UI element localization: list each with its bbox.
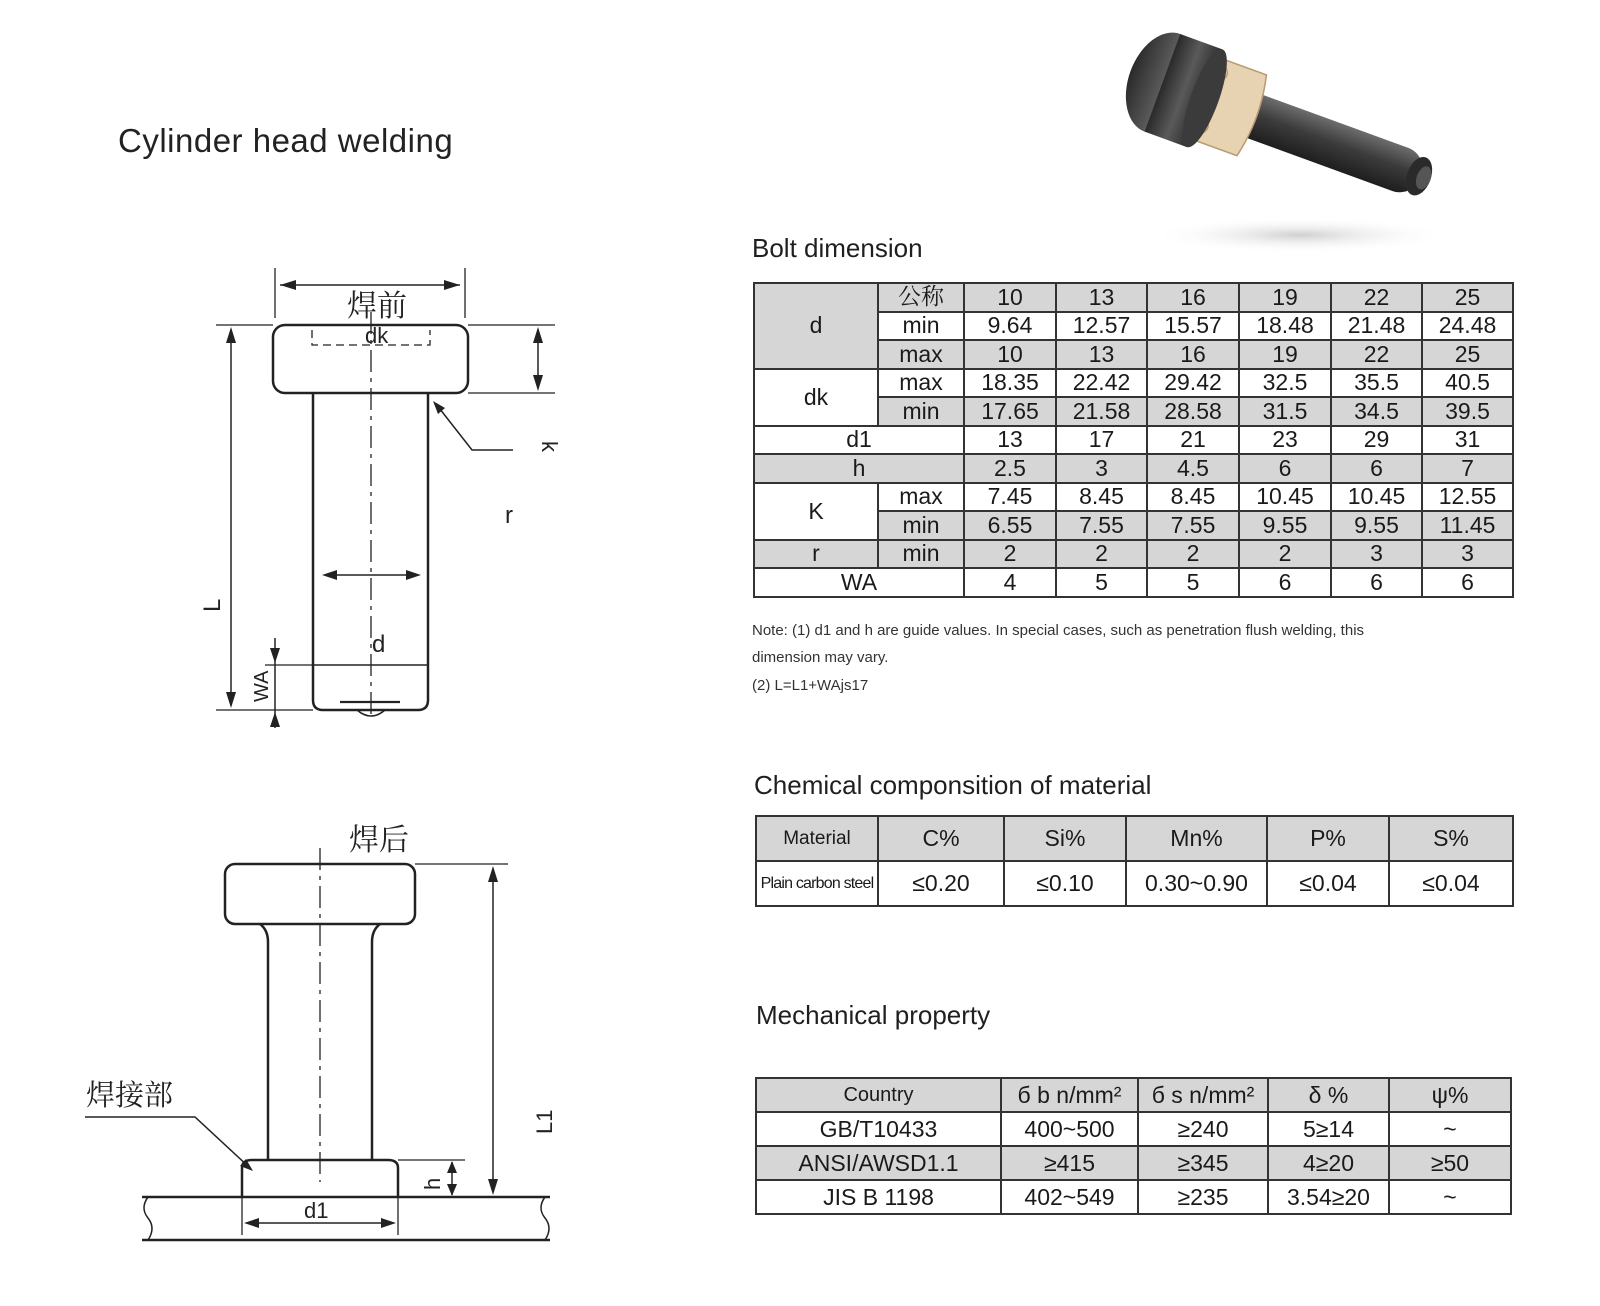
table-cell: 3 <box>1056 454 1147 483</box>
table-cell: 9.64 <box>964 312 1056 341</box>
table-cell: 21 <box>1147 426 1239 455</box>
row-label-nominal: 公称 <box>878 283 964 312</box>
table-cell: GB/T10433 <box>756 1112 1001 1146</box>
table-cell: 402~549 <box>1001 1180 1138 1214</box>
table-row <box>756 1180 1511 1214</box>
table-cell: 13 <box>1056 283 1147 312</box>
table-cell: 3.54≥20 <box>1268 1180 1389 1214</box>
table-row <box>754 483 1513 512</box>
table-cell: 16 <box>1147 283 1239 312</box>
table-cell: 10 <box>964 283 1056 312</box>
table-cell: 3 <box>1331 540 1422 569</box>
page-title: Cylinder head welding <box>118 122 454 159</box>
table-row <box>756 816 1513 861</box>
table-cell: 35.5 <box>1331 369 1422 398</box>
table-cell: ≥240 <box>1138 1112 1268 1146</box>
label-before-weld: 焊前 <box>347 289 407 324</box>
table-row <box>756 861 1513 906</box>
table-cell: 6 <box>1422 568 1513 597</box>
table-cell: 11.45 <box>1422 511 1513 540</box>
table-cell: 12.55 <box>1422 483 1513 512</box>
table-row <box>756 1078 1511 1112</box>
header-elongation: δ % <box>1268 1078 1389 1112</box>
row-label-r: r <box>754 540 878 569</box>
table-cell: 2 <box>964 540 1056 569</box>
table-cell: 4≥20 <box>1268 1146 1389 1180</box>
bolt-note-1: Note: (1) d1 and h are guide values. In special cases, such as penetration flush welding, this <box>752 622 1365 639</box>
table-cell: 8.45 <box>1147 483 1239 512</box>
mechanical-table <box>755 1077 1512 1215</box>
table-cell: 7.55 <box>1147 511 1239 540</box>
row-label-WA: WA <box>754 568 964 597</box>
table-cell: 3 <box>1422 540 1513 569</box>
label-L1: L1 <box>532 1109 557 1134</box>
table-cell: 6 <box>1331 568 1422 597</box>
table-cell: 2 <box>1147 540 1239 569</box>
table-cell: 31 <box>1422 426 1513 455</box>
header-s: S% <box>1389 816 1513 861</box>
chemical-title: Chemical componsition of material <box>754 770 1152 800</box>
table-cell: 13 <box>1056 340 1147 369</box>
table-cell: 32.5 <box>1239 369 1331 398</box>
label-after-weld: 焊后 <box>349 823 409 858</box>
row-label-d: d <box>754 283 878 369</box>
table-cell: ANSI/AWSD1.1 <box>756 1146 1001 1180</box>
table-cell: 4 <box>964 568 1056 597</box>
table-cell: 25 <box>1422 283 1513 312</box>
label-h: h <box>420 1177 445 1190</box>
table-cell: 12.57 <box>1056 312 1147 341</box>
table-cell: 10.45 <box>1239 483 1331 512</box>
table-cell: 5≥14 <box>1268 1112 1389 1146</box>
label-L: L <box>199 598 226 612</box>
table-cell: 29 <box>1331 426 1422 455</box>
table-row <box>754 283 1513 312</box>
table-cell: 0.30~0.90 <box>1126 861 1267 906</box>
table-cell: 21.58 <box>1056 397 1147 426</box>
table-cell: 8.45 <box>1056 483 1147 512</box>
table-cell: 10 <box>964 340 1056 369</box>
table-cell: 15.57 <box>1147 312 1239 341</box>
row-label-max: max <box>878 340 964 369</box>
row-label-K: K <box>754 483 878 540</box>
header-mn: Mn% <box>1126 816 1267 861</box>
stud-product-image <box>1100 30 1480 270</box>
table-cell: 24.48 <box>1422 312 1513 341</box>
table-cell: JIS B 1198 <box>756 1180 1001 1214</box>
table-cell: ≤0.04 <box>1389 861 1513 906</box>
header-yield: б s n/mm² <box>1138 1078 1268 1112</box>
table-row <box>756 1146 1511 1180</box>
table-cell: ≤0.20 <box>878 861 1004 906</box>
header-p: P% <box>1267 816 1389 861</box>
table-cell: ≤0.10 <box>1004 861 1126 906</box>
table-cell: 6.55 <box>964 511 1056 540</box>
table-cell: 21.48 <box>1331 312 1422 341</box>
mechanical-title: Mechanical property <box>756 1000 991 1030</box>
table-cell: 16 <box>1147 340 1239 369</box>
table-cell: 6 <box>1239 568 1331 597</box>
table-cell: Plain carbon steel <box>756 861 878 906</box>
label-dk: dk <box>365 323 389 348</box>
header-tensile: б b n/mm² <box>1001 1078 1138 1112</box>
table-cell: ≤0.04 <box>1267 861 1389 906</box>
table-cell: 7.45 <box>964 483 1056 512</box>
table-cell: ≥345 <box>1138 1146 1268 1180</box>
row-label-max: max <box>878 483 964 512</box>
table-cell: 19 <box>1239 340 1331 369</box>
table-row <box>754 426 1513 455</box>
bolt-dimension-title: Bolt dimension <box>752 233 923 263</box>
table-cell: 22.42 <box>1056 369 1147 398</box>
table-cell: 29.42 <box>1147 369 1239 398</box>
row-label-min: min <box>878 540 964 569</box>
stud-drawing <box>0 0 720 1306</box>
table-cell: 22 <box>1331 283 1422 312</box>
table-cell: 25 <box>1422 340 1513 369</box>
table-row <box>754 454 1513 483</box>
table-cell: 13 <box>964 426 1056 455</box>
table-cell: 18.35 <box>964 369 1056 398</box>
table-cell: 2.5 <box>964 454 1056 483</box>
table-row <box>756 1112 1511 1146</box>
table-cell: 4.5 <box>1147 454 1239 483</box>
row-label-min: min <box>878 511 964 540</box>
bolt-note-3: (2) L=L1+WAjs17 <box>752 677 869 694</box>
table-row <box>754 568 1513 597</box>
table-cell: ~ <box>1389 1180 1511 1214</box>
table-cell: 34.5 <box>1331 397 1422 426</box>
table-cell: 23 <box>1239 426 1331 455</box>
table-row <box>754 369 1513 398</box>
table-cell: 17.65 <box>964 397 1056 426</box>
table-cell: 18.48 <box>1239 312 1331 341</box>
table-cell: 2 <box>1056 540 1147 569</box>
table-cell: 5 <box>1147 568 1239 597</box>
row-label-max: max <box>878 369 964 398</box>
bolt-note-2: dimension may vary. <box>752 649 889 666</box>
label-r: r <box>505 502 513 529</box>
label-weld-zone: 焊接部 <box>86 1078 174 1112</box>
table-cell: ≥235 <box>1138 1180 1268 1214</box>
table-cell: 400~500 <box>1001 1112 1138 1146</box>
table-cell: 6 <box>1239 454 1331 483</box>
table-cell: 9.55 <box>1239 511 1331 540</box>
header-reduction: ψ% <box>1389 1078 1511 1112</box>
table-cell: 9.55 <box>1331 511 1422 540</box>
label-k: k <box>537 441 562 452</box>
row-label-min: min <box>878 312 964 341</box>
table-cell: 5 <box>1056 568 1147 597</box>
table-cell: ≥415 <box>1001 1146 1138 1180</box>
table-cell: 7 <box>1422 454 1513 483</box>
table-cell: 17 <box>1056 426 1147 455</box>
row-label-min: min <box>878 397 964 426</box>
label-d1: d1 <box>304 1198 329 1223</box>
header-c: C% <box>878 816 1004 861</box>
row-label-d1: d1 <box>754 426 964 455</box>
table-cell: 19 <box>1239 283 1331 312</box>
table-cell: 7.55 <box>1056 511 1147 540</box>
row-label-h: h <box>754 454 964 483</box>
table-cell: 39.5 <box>1422 397 1513 426</box>
bolt-dimension-table <box>753 282 1514 598</box>
chemical-table <box>755 815 1514 907</box>
header-si: Si% <box>1004 816 1126 861</box>
label-d: d <box>372 631 386 658</box>
row-label-dk: dk <box>754 369 878 426</box>
table-row <box>754 540 1513 569</box>
label-WA: WA <box>251 670 273 702</box>
table-cell: 28.58 <box>1147 397 1239 426</box>
header-country: Country <box>756 1078 1001 1112</box>
table-cell: ≥50 <box>1389 1146 1511 1180</box>
table-cell: 31.5 <box>1239 397 1331 426</box>
table-cell: 2 <box>1239 540 1331 569</box>
header-material: Material <box>756 816 878 861</box>
table-cell: 10.45 <box>1331 483 1422 512</box>
table-cell: 6 <box>1331 454 1422 483</box>
table-cell: 40.5 <box>1422 369 1513 398</box>
table-cell: ~ <box>1389 1112 1511 1146</box>
table-cell: 22 <box>1331 340 1422 369</box>
